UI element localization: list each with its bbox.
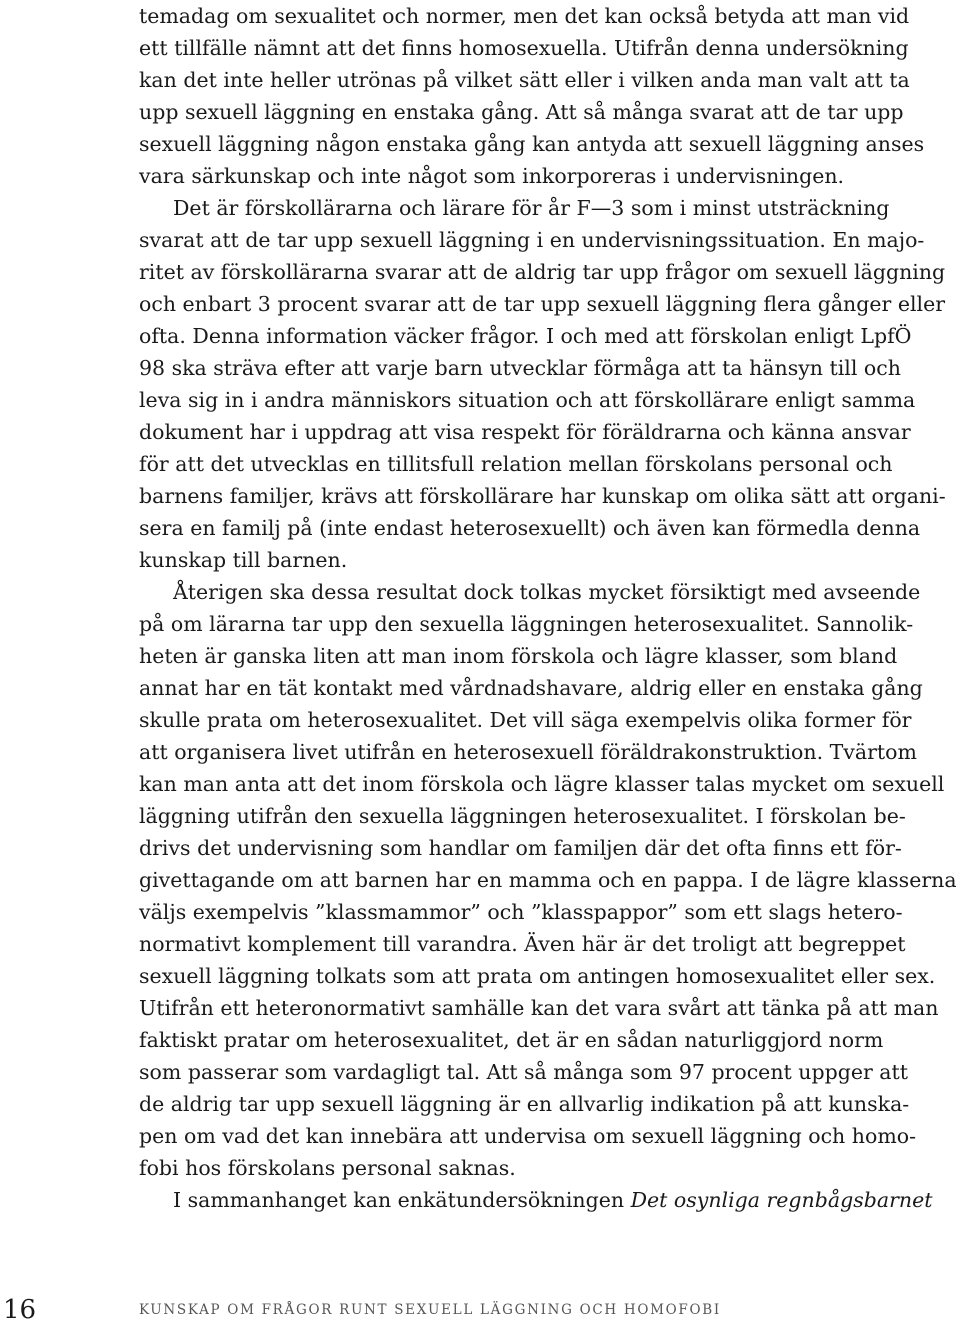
text-line: sera en familj på (inte endast heterosexuellt) och även kan förmedla denna	[139, 516, 921, 540]
text-line: och enbart 3 procent svarar att de tar upp sexuell läggning flera gånger eller	[139, 292, 945, 316]
text-line: kunskap till barnen.	[139, 548, 348, 572]
text-line: drivs det undervisning som handlar om familjen där det ofta finns ett för-	[139, 836, 902, 860]
text-line: skulle prata om heterosexualitet. Det vill säga exempelvis olika former för	[139, 708, 912, 732]
page-number: 16	[3, 1295, 37, 1325]
text-line: Utifrån ett heteronormativt samhälle kan det vara svårt att tänka på att man	[139, 996, 939, 1020]
text-line: på om lärarna tar upp den sexuella läggningen heterosexualitet. Sannolik-	[139, 612, 914, 636]
text-line: som passerar som vardagligt tal. Att så många som 97 procent uppger att	[139, 1060, 908, 1084]
paragraph-start-line: Det är förskollärarna och lärare för år F—3 som i minst utsträckning	[173, 196, 890, 220]
text-line: ofta. Denna information väcker frågor. I och med att förskolan enligt LpfÖ	[139, 324, 912, 348]
text-fragment: I sammanhanget kan enkätundersökningen	[173, 1188, 631, 1212]
text-line: sexuell läggning någon enstaka gång kan antyda att sexuell läggning anses	[139, 132, 925, 156]
text-line: sexuell läggning tolkats som att prata om antingen homosexualitet eller sex.	[139, 964, 936, 988]
text-line: svarat att de tar upp sexuell läggning i en undervisningssituation. En majo-	[139, 228, 925, 252]
text-line: dokument har i uppdrag att visa respekt för föräldrarna och känna ansvar	[139, 420, 911, 444]
text-line: läggning utifrån den sexuella läggningen heterosexualitet. I förskolan be-	[139, 804, 906, 828]
text-line: de aldrig tar upp sexuell läggning är en allvarlig indikation på att kunska-	[139, 1092, 910, 1116]
text-line: ritet av förskollärarna svarar att de aldrig tar upp frågor om sexuell läggning	[139, 260, 946, 284]
text-line: normativt komplement till varandra. Även här är det troligt att begreppet	[139, 932, 906, 956]
text-line: vara särkunskap och inte något som inkorporeras i undervisningen.	[139, 164, 845, 188]
text-line: annat har en tät kontakt med vårdnadshavare, aldrig eller en enstaka gång	[139, 676, 923, 700]
text-line: ett tillfälle nämnt att det finns homosexuella. Utifrån denna undersökning	[139, 36, 909, 60]
running-title: KUNSKAP OM FRÅGOR RUNT SEXUELL LÄGGNING OCH HOMOFOBI	[139, 1302, 721, 1318]
text-line: kan det inte heller utrönas på vilket sätt eller i vilken anda man valt att ta	[139, 68, 910, 92]
paragraph-start-line	[139, 1184, 960, 1216]
text-line: upp sexuell läggning en enstaka gång. Att så många svarat att de tar upp	[139, 100, 904, 124]
text-line: för att det utvecklas en tillitsfull relation mellan förskolans personal och	[139, 452, 893, 476]
page-footer	[0, 1290, 960, 1330]
paragraph-start-line: Återigen ska dessa resultat dock tolkas mycket försiktigt med avseende	[173, 580, 921, 604]
text-line: barnens familjer, krävs att förskollärare har kunskap om olika sätt att organi-	[139, 484, 946, 508]
text-line: kan man anta att det inom förskola och lägre klasser talas mycket om sexuell	[139, 772, 945, 796]
text-line: givettagande om att barnen har en mamma och en pappa. I de lägre klasserna	[139, 868, 957, 892]
book-title: Det osynliga regnbågsbarnet	[630, 1188, 933, 1212]
text-line: pen om vad det kan innebära att undervisa om sexuell läggning och homo-	[139, 1124, 917, 1148]
text-line: temadag om sexualitet och normer, men det kan också betyda att man vid	[139, 4, 910, 28]
body-text	[139, 0, 960, 1216]
text-line: att organisera livet utifrån en heterosexuell föräldrakonstruktion. Tvärtom	[139, 740, 917, 764]
text-line: väljs exempelvis ”klassmammor” och ”klasspappor” som ett slags hetero-	[139, 900, 903, 924]
text-line: 98 ska sträva efter att varje barn utvecklar förmåga att ta hänsyn till och	[139, 356, 901, 380]
text-line: fobi hos förskolans personal saknas.	[139, 1156, 516, 1180]
text-line: heten är ganska liten att man inom förskola och lägre klasser, som bland	[139, 644, 898, 668]
text-line: faktiskt pratar om heterosexualitet, det är en sådan naturliggjord norm	[139, 1028, 884, 1052]
text-line: leva sig in i andra människors situation och att förskollärare enligt samma	[139, 388, 916, 412]
